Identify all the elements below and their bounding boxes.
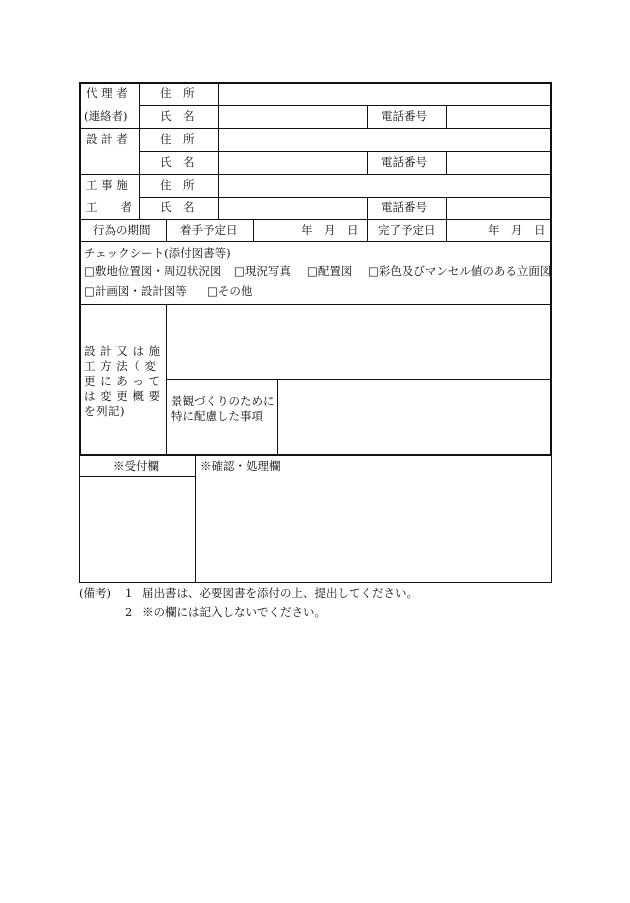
agent-phone-label: 電話番号	[381, 109, 427, 123]
agent-name-field[interactable]	[219, 106, 367, 128]
contractor-name-field[interactable]	[219, 198, 367, 219]
agent-phone-field[interactable]	[447, 106, 550, 128]
checklist-item-elevation[interactable]: □彩色及びマンセル値のある立面図	[368, 264, 552, 278]
contractor-phone-field[interactable]	[447, 198, 550, 219]
designer-address-label: 住 所	[160, 132, 195, 146]
designer-name-field[interactable]	[219, 152, 367, 174]
designer-phone-label: 電話番号	[381, 155, 427, 169]
agent-name-label: 氏 名	[160, 109, 195, 123]
checklist-item-plans[interactable]: □計画図・設計図等	[84, 284, 187, 298]
confirmation-label: ※確認・処理欄	[200, 459, 281, 473]
designer-title: 設 計 者	[86, 132, 128, 146]
checklist-item-site-map[interactable]: □敷地位置図・周辺状況図	[84, 264, 222, 278]
confirmation-field	[197, 477, 550, 581]
contractor-phone-label: 電話番号	[381, 200, 427, 214]
landscape-note-field[interactable]	[278, 380, 550, 454]
contractor-title-2: 工 者	[86, 200, 132, 214]
notes-prefix: (備考)	[79, 586, 111, 600]
contractor-title: 工 事 施	[86, 178, 128, 192]
designer-name-label: 氏 名	[160, 155, 195, 169]
end-date-label: 完了予定日	[378, 223, 436, 237]
note-number: 2	[125, 605, 133, 619]
checklist-item-layout[interactable]: □配置図	[307, 264, 353, 278]
contractor-name-label: 氏 名	[160, 200, 195, 214]
design-method-label: 設 計 又 は 施 工 方 法（ 変 更 に あ っ て は 変 更 概 要 を列記)	[84, 344, 161, 418]
landscape-note-label: 景観づくりのために特に配慮した事項	[171, 394, 275, 423]
contractor-address-label: 住 所	[160, 178, 195, 192]
designer-address-field[interactable]	[219, 129, 550, 151]
reception-field	[81, 477, 194, 581]
reception-label: ※受付欄	[113, 459, 159, 473]
agent-address-label: 住 所	[160, 86, 195, 100]
start-date-field[interactable]: 年 月 日	[301, 223, 359, 237]
note-number: 1	[125, 586, 133, 600]
checklist-title: チェックシート(添付図書等)	[84, 246, 231, 260]
checklist-item-photos[interactable]: □現況写真	[234, 264, 291, 278]
designer-phone-field[interactable]	[447, 152, 550, 174]
period-label: 行為の期間	[93, 223, 151, 237]
checklist-item-other[interactable]: □その他	[207, 284, 253, 298]
end-date-field[interactable]: 年 月 日	[488, 223, 546, 237]
agent-subtitle: (連絡者)	[84, 109, 128, 123]
agent-title: 代 理 者	[86, 86, 128, 100]
design-method-field[interactable]	[167, 305, 550, 379]
agent-address-field[interactable]	[219, 84, 550, 105]
note-text: ※の欄には記入しないでください。	[142, 605, 326, 619]
start-date-label: 着手予定日	[180, 223, 238, 237]
note-text: 届出書は、必要図書を添付の上、提出してください。	[142, 586, 418, 600]
contractor-address-field[interactable]	[219, 175, 550, 197]
